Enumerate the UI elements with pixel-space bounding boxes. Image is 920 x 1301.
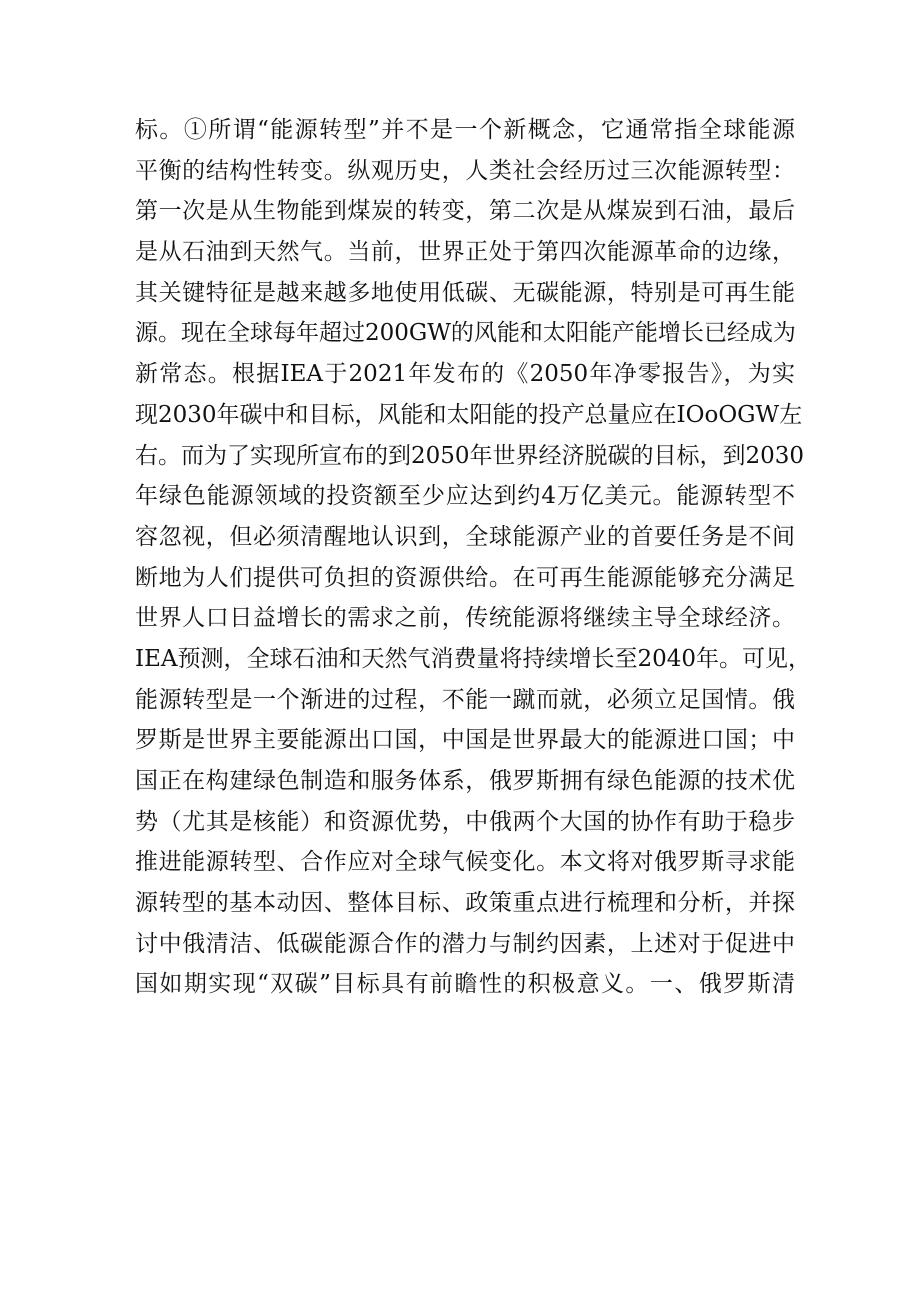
text-line: 源。现在全球每年超过200GW的风能和太阳能产能增长已经成为 [135, 320, 796, 347]
text-line: 现2030年碳中和目标，风能和太阳能的投产总量应在IOoOGW左 [135, 401, 803, 428]
body-text [135, 110, 812, 1005]
text-line: 源转型的基本动因、整体目标、政策重点进行梳理和分析，并探 [135, 890, 795, 917]
text-line: 其关键特征是越来越多地使用低碳、无碳能源，特别是可再生能 [135, 279, 795, 306]
text-line: 推进能源转型、合作应对全球气候变化。本文将对俄罗斯寻求能 [135, 849, 795, 876]
text-line: 讨中俄清洁、低碳能源合作的潜力与制约因素，上述对于促进中 [135, 930, 795, 957]
text-line: 罗斯是世界主要能源出口国，中国是世界最大的能源进口国；中 [135, 727, 795, 754]
text-line: 新常态。根据IEA于2021年发布的《2050年净零报告》，为实 [135, 361, 795, 388]
text-line: 平衡的结构性转变。纵观历史，人类社会经历过三次能源转型： [135, 157, 795, 184]
text-line: 国正在构建绿色制造和服务体系，俄罗斯拥有绿色能源的技术优 [135, 768, 795, 794]
text-line: 断地为人们提供可负担的资源供给。在可再生能源能够充分满足 [135, 564, 795, 591]
text-line: 势（尤其是核能）和资源优势，中俄两个大国的协作有助于稳步 [135, 808, 795, 835]
text-line: 年绿色能源领域的投资额至少应达到约4万亿美元。能源转型不 [135, 483, 795, 510]
text-line: 右。而为了实现所宣布的到2050年世界经济脱碳的目标，到2030 [135, 442, 805, 469]
text-line: 第一次是从生物能到煤炭的转变，第二次是从煤炭到石油，最后 [135, 198, 795, 225]
text-line: 能源转型是一个渐进的过程，不能一蹴而就，必须立足国情。俄 [135, 686, 795, 713]
text-line: 标。①所谓“能源转型”并不是一个新概念，它通常指全球能源 [135, 117, 795, 143]
text-line: 容忽视，但必须清醒地认识到，全球能源产业的首要任务是不间 [135, 523, 795, 550]
text-line: IEA预测，全球石油和天然气消费量将持续增长至2040年。可见， [135, 645, 812, 672]
text-line: 国如期实现“双碳”目标具有前瞻性的积极意义。一、俄罗斯清 [135, 971, 795, 998]
text-line: 是从石油到天然气。当前，世界正处于第四次能源革命的边缘， [135, 239, 795, 266]
text-line: 世界人口日益增长的需求之前，传统能源将继续主导全球经济。 [135, 605, 795, 632]
